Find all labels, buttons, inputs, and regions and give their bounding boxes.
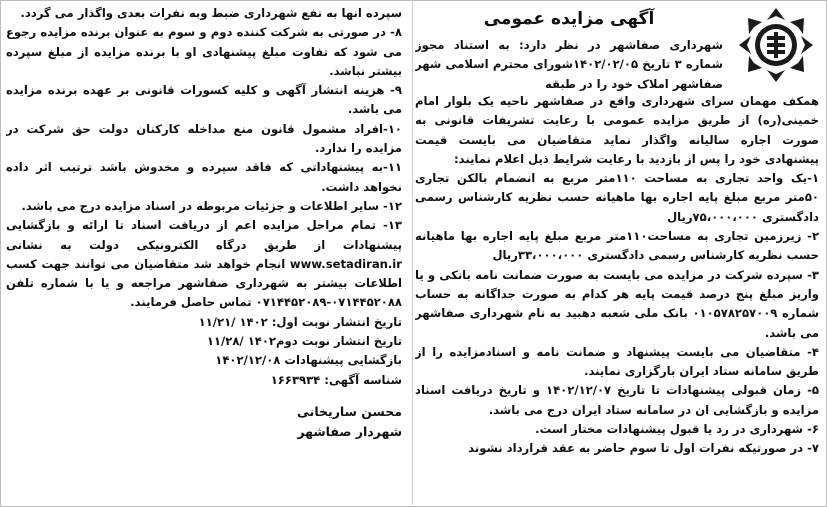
condition-1: ۱-یک واحد تجاری به مساحت ۱۱۰متر مربع به انضمام بالکن تجاری ۵۰متر مربع مبلغ پایه اجاره بها ماهیانه حسب نظریه کارشناس رسمی دادگستری ۷۵،۰۰۰،۰۰۰ریال bbox=[415, 171, 819, 224]
second-publication-date: تاریخ انتشار نوبت دوم۱۴۰۲ /۱۱/۲۸ bbox=[206, 334, 402, 349]
signature-block bbox=[6, 402, 402, 442]
condition-11: ۱۱-به پیشنهاداتی که فاقد سپرده و مخدوش باشد ترتیب اثر داده نخواهد داشت. bbox=[6, 160, 402, 194]
condition-3: ۳- سپرده شرکت در مزایده می بایست به صورت ضمانت نامه بانکی و یا واریز مبلغ پنج درصد قیمت پایه هر کدام به صورت جداگانه به حساب شماره ۰۱۰۵۷۸۲۵۷۰۰۹ بانک ملی شعبه دهبید به نام شهرداری صفاشهر می باشد. bbox=[415, 267, 819, 340]
left-column bbox=[6, 4, 402, 502]
first-publication-date: تاریخ انتشار نوبت اول: ۱۴۰۲ /۱۱/۲۱ bbox=[198, 314, 402, 329]
column-divider bbox=[412, 0, 413, 505]
notice-header bbox=[415, 4, 819, 90]
notice-title: آگهی مزایده عمومی bbox=[483, 9, 655, 29]
condition-8: ۸- در صورتی به شرکت کننده دوم و سوم به عنوان برنده مزایده رجوع می شود که تفاوت مبلغ پیشنهادی او با برنده مزایده از مبلغ سپرده بیشتر نباشد. bbox=[6, 25, 402, 78]
notice-body: همکف مهمان سرای شهرداری واقع در صفاشهر ناحیه یک بلوار امام خمینی(ره) از طریق مزایده عمومی با رعایت تشریفات قانونی به صورت اجاره سالیانه واگذار نماید متقاضیان می بایست قیمت پیشنهادی خود را پس از بازدید با رعایت شرایط ذیل اعلام نمایند: bbox=[415, 94, 819, 166]
condition-6: ۶- شهرداری در رد یا قبول پیشنهادات مختار است. bbox=[535, 422, 819, 437]
condition-12: ۱۲- سایر اطلاعات و جزئیات مربوطه در اسناد مزایده درج می باشد. bbox=[21, 198, 402, 213]
condition-9: ۹- هزینه انتشار آگهی و کلیه کسورات قانونی بر عهده برنده مزایده می باشد. bbox=[6, 83, 402, 117]
signer-name: محسن ساریخانی bbox=[297, 403, 402, 419]
condition-7: ۷- در صورتیکه نفرات اول تا سوم حاضر به عقد قرارداد نشوند bbox=[468, 441, 819, 456]
notice-id: شناسه آگهی: ۱۶۶۳۹۳۴ bbox=[270, 372, 402, 387]
condition-7-continued: سپرده انها به نفع شهرداری ضبط وبه نفرات بعدی واگذار می گردد. bbox=[20, 6, 402, 20]
condition-5: ۵- زمان قبولی پیشنهادات تا تاریخ ۱۴۰۲/۱۲/۰۷ و تاریخ دریافت اسناد مزایده و بازگشایی ان در سامانه ستاد ایران درج می باشد. bbox=[415, 383, 819, 417]
condition-2: ۲- زیرزمین تجاری به مساحت۱۱۰متر مربع مبلغ پایه اجاره بها ماهیانه حسب نظریه کارشناس رسمی دادگستری ۳۳،۰۰۰،۰۰۰ریال bbox=[415, 229, 819, 263]
condition-4: ۴- متقاضیان می بایست پیشنهاد و ضمانت نامه و اسنادمزایده را از طریق سامانه ستاد ایران بارگزاری نمایند. bbox=[415, 344, 819, 379]
right-column bbox=[415, 4, 819, 502]
municipality-emblem-icon bbox=[733, 6, 819, 84]
condition-10: ۱۰-افراد مشمول قانون منع مداخله کارکنان دولت حق شرکت در مزایده را ندارد. bbox=[6, 121, 402, 156]
bid-opening-date: بازگشایی پیشنهادات ۱۴۰۲/۱۲/۰۸ bbox=[215, 353, 402, 368]
notice-intro: شهرداری صفاشهر در نظر دارد: به استناد مجوز شماره ۳ تاریخ ۱۴۰۲/۰۲/۰۵شورای محترم اسلامی شهر صفاشهر املاک خود را در طبقه bbox=[415, 38, 723, 91]
condition-13: ۱۳- تمام مراحل مزایده اعم از دریافت اسناد تا ارائه و بازگشایی پیشنهادات از طریق درگاه الکترونیکی دولت به نشانی www.setadiran.ir انجام خواهد شد متقاضیان می توانند جهت کسب اطلاعات بیشتر به شهرداری صفاشهر مراجعه و یا با شماره تلفن ۰۷۱۴۴۵۲۰۸۸-۰۷۱۴۴۵۲۰۸۹ تماس حاصل فرمایند. bbox=[6, 218, 402, 310]
signer-title: شهردار صفاشهر bbox=[297, 423, 402, 439]
